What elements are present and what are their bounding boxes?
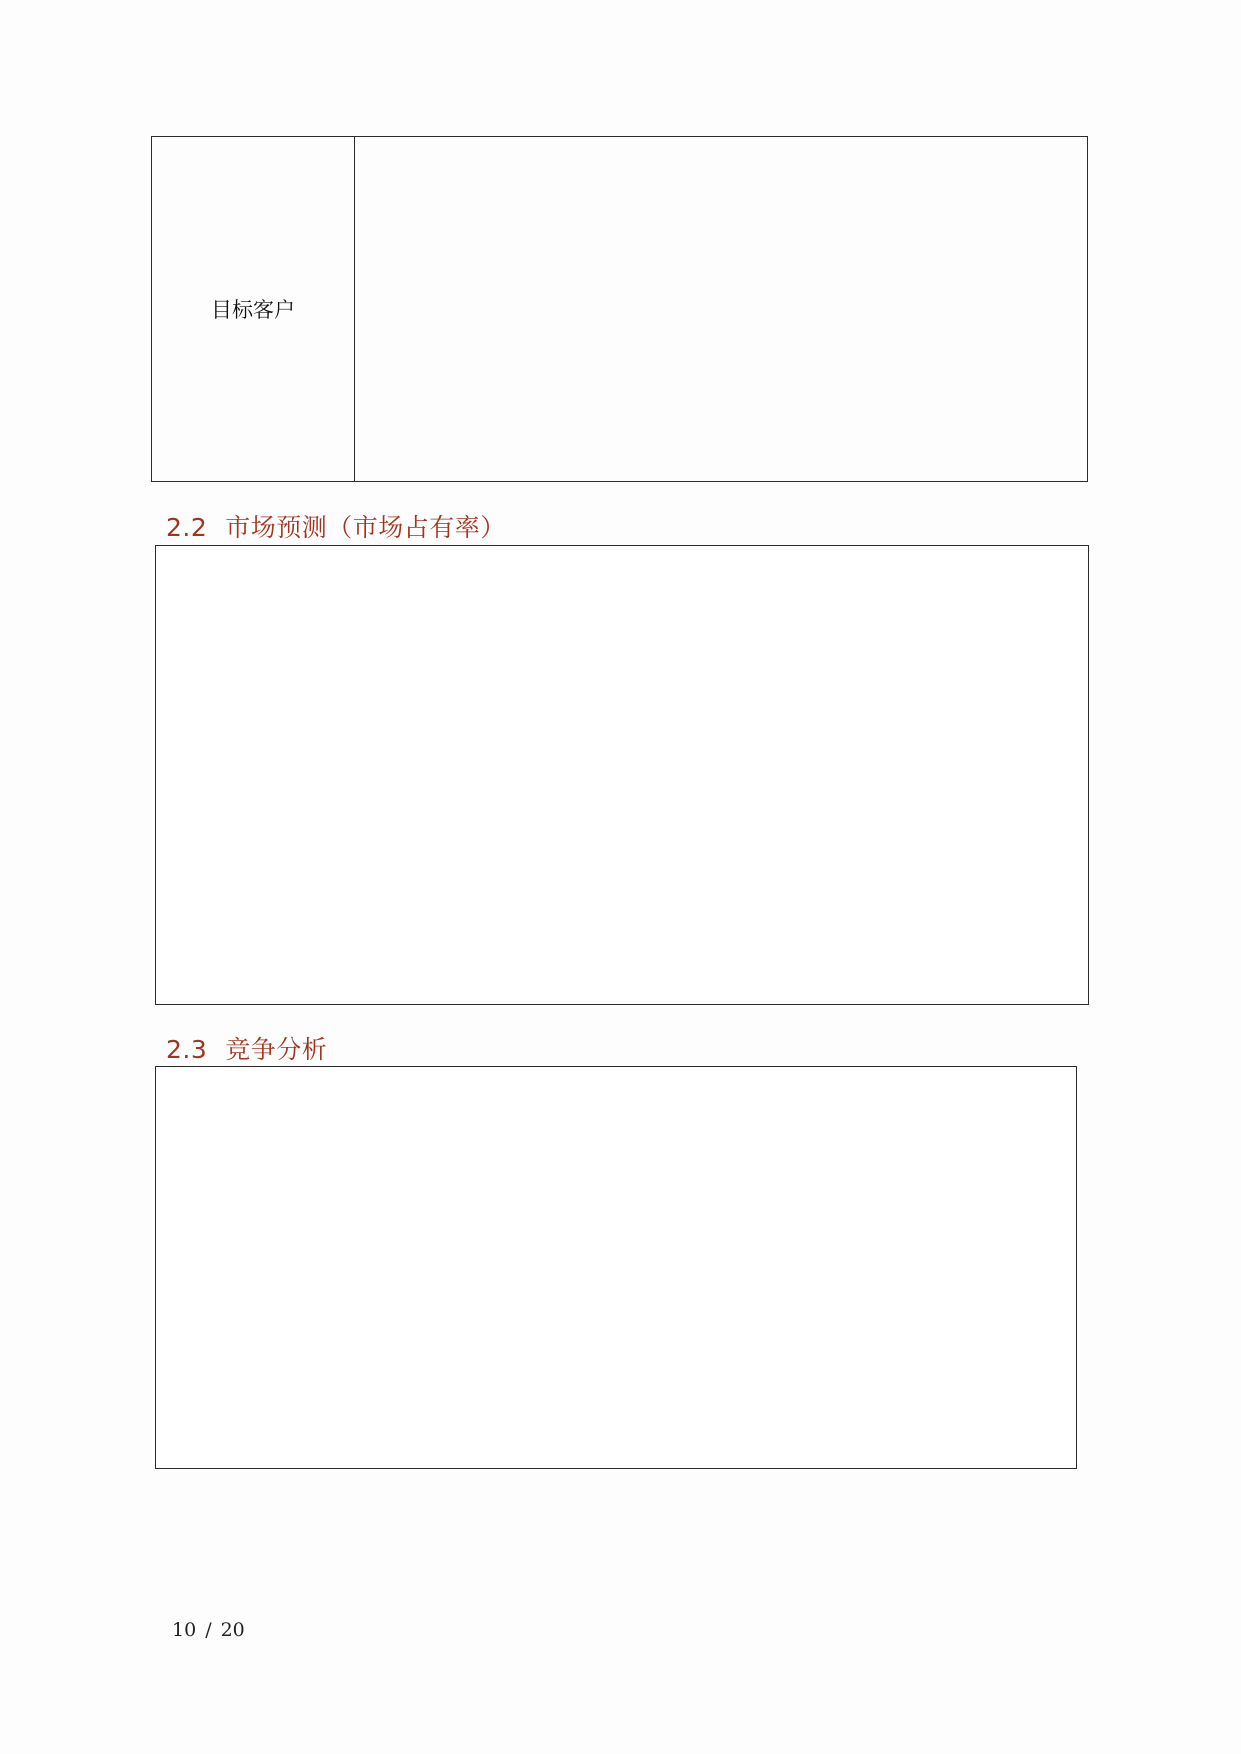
section-number: 2.3 bbox=[166, 1035, 208, 1064]
section-title: 竞争分析 bbox=[225, 1035, 328, 1064]
market-forecast-content-box[interactable] bbox=[155, 545, 1089, 1005]
page-separator: / bbox=[205, 1619, 212, 1641]
section-number: 2.2 bbox=[166, 513, 208, 542]
section-heading-market-forecast bbox=[166, 508, 506, 544]
total-pages: 20 bbox=[220, 1619, 245, 1641]
current-page: 10 bbox=[172, 1619, 197, 1641]
target-customer-label: 目标客户 bbox=[152, 137, 355, 481]
target-customer-table bbox=[151, 136, 1088, 482]
target-customer-content-cell[interactable] bbox=[355, 137, 1087, 481]
section-title: 市场预测（市场占有率） bbox=[225, 513, 506, 542]
section-heading-competition-analysis bbox=[166, 1030, 327, 1066]
page-number bbox=[172, 1619, 245, 1641]
competition-analysis-content-box[interactable] bbox=[155, 1066, 1077, 1469]
